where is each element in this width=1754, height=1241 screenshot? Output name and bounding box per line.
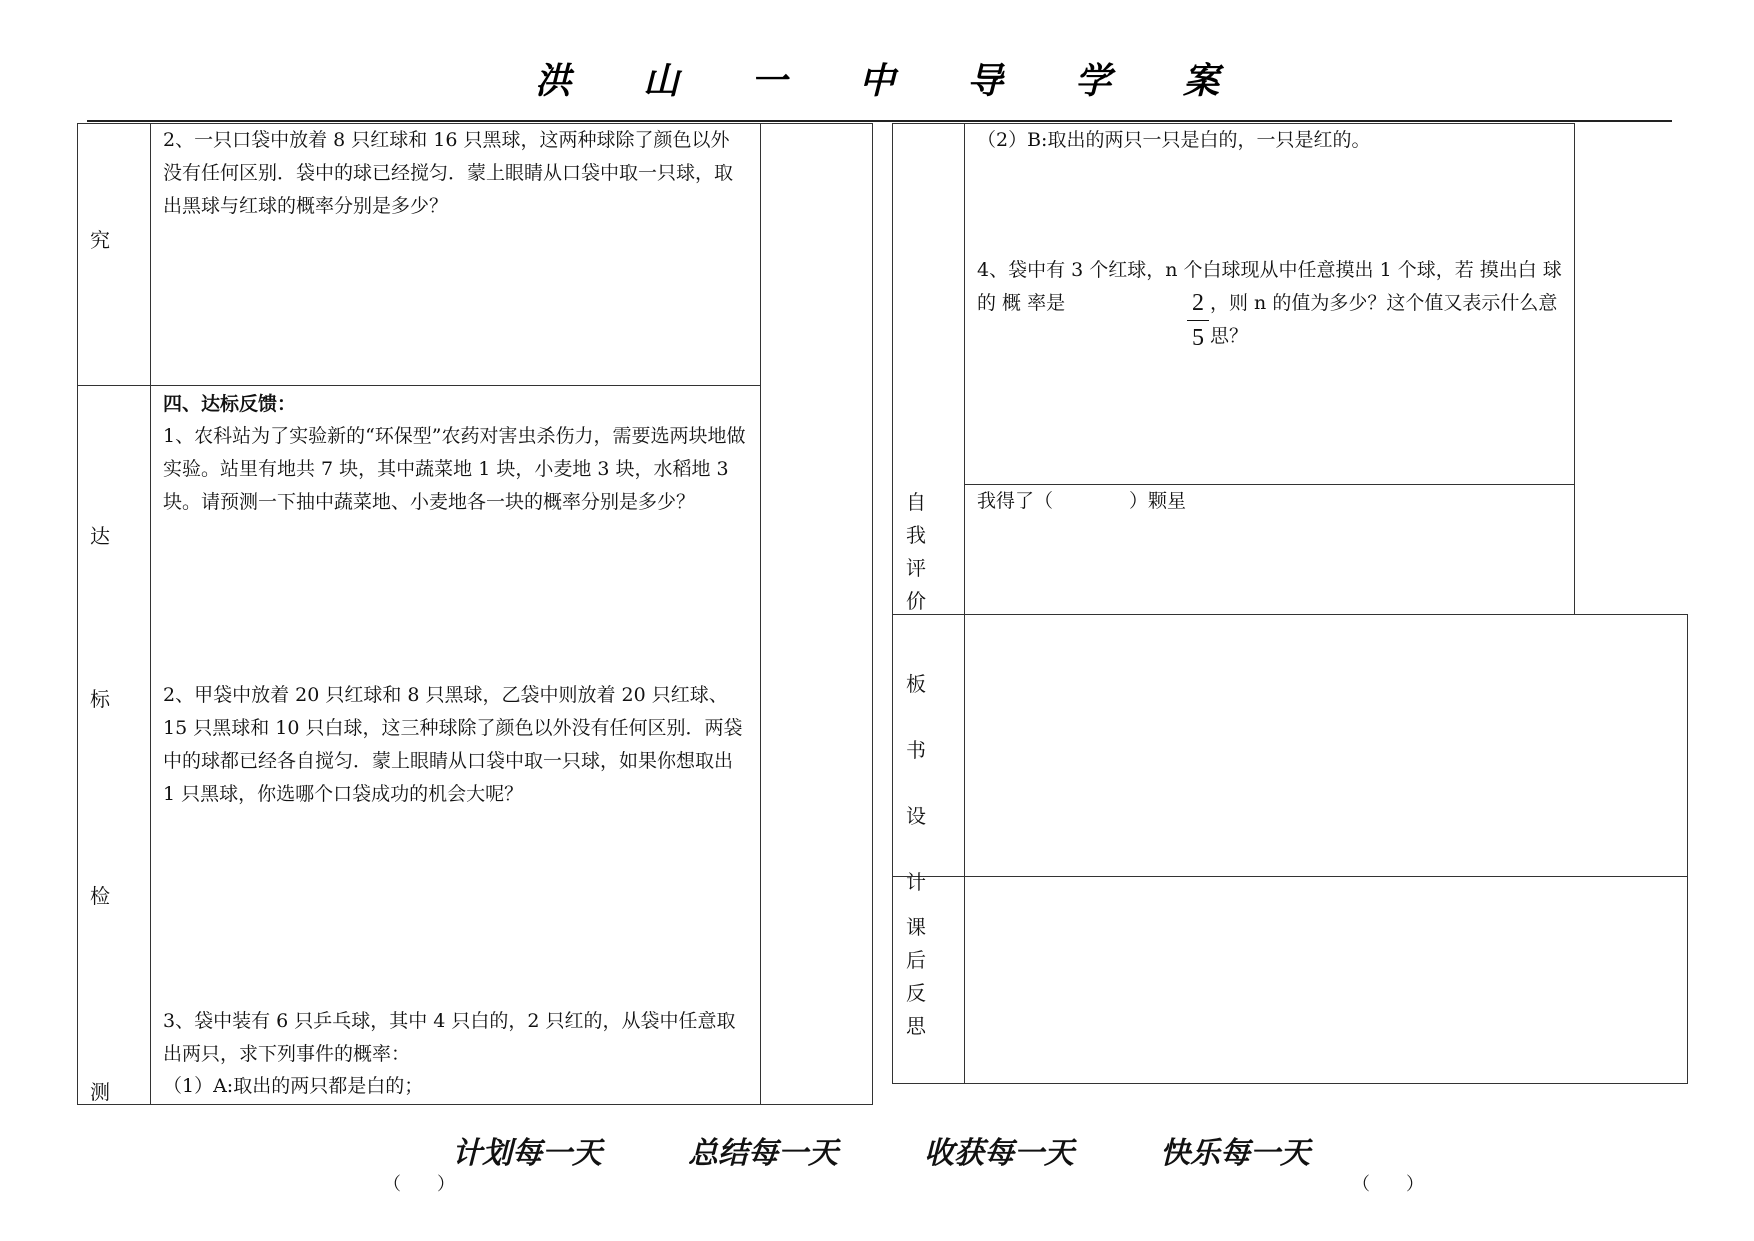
- fraction-bar: [1187, 320, 1209, 321]
- question-4-text-1: 4、袋中有 3 个红球，n 个白球现从中任意摸出 1 个球，若 摸出白 球 的 概 率是: [977, 259, 1562, 314]
- question-2: 2、甲袋中放着 20 只红球和 8 只黑球，乙袋中则放着 20 只红球、15 只黑球和 10 只白球，这三种球除了颜色以外没有任何区别．两袋中的球都已经各自搅匀．蒙上眼睛从口袋中取一只球，如果你想取出 1 只黑球，你选哪个口袋成功的机会大呢？: [163, 684, 743, 805]
- question-3-part-b: （2）B:取出的两只一只是白的，一只是红的。: [977, 129, 1371, 151]
- explore-question-2: 2、一只口袋中放着 8 只红球和 16 只黑球，这两种球除了颜色以外没有任何区别．袋中的球已经搅匀．蒙上眼睛从口袋中取一只球，取出黑球与红球的概率分别是多少？: [163, 129, 734, 217]
- left-table: [77, 123, 873, 1105]
- fraction-two-fifths: [1187, 288, 1209, 353]
- fraction-numerator: 2: [1192, 290, 1204, 316]
- reflection-char: 后: [906, 948, 926, 972]
- title-rule: [87, 120, 1672, 122]
- left-table-divider: [150, 123, 151, 1105]
- self-eval-char: 自: [906, 490, 926, 514]
- board-design-char: 书: [906, 738, 926, 762]
- title-char: 山: [642, 60, 679, 102]
- side-label-biao: 标: [90, 687, 110, 711]
- title-char: 案: [1183, 60, 1220, 102]
- reflection-char: 课: [906, 915, 926, 939]
- side-label-ce: 测: [90, 1080, 110, 1104]
- board-design-char: 设: [906, 804, 926, 828]
- page-number-left: （ ）: [383, 1174, 455, 1195]
- question-3: 3、袋中装有 6 只乒乓球，其中 4 只白的，2 只红的，从袋中任意取出两只，求下列事件的概率：: [163, 1010, 736, 1065]
- side-label-jian: 检: [90, 884, 110, 908]
- side-label-jiu: 究: [90, 228, 110, 252]
- fraction-denominator: 5: [1192, 325, 1204, 351]
- motto-harvest: 收获每一天: [924, 1136, 1074, 1171]
- reflection-area[interactable]: [965, 877, 1687, 1083]
- title-char: 一: [750, 60, 787, 102]
- question-1: 1、农科站为了实验新的“环保型”农药对害虫杀伤力，需要选两块地做实验。站里有地共 7 块，其中蔬菜地 1 块，小麦地 3 块，水稻地 3 块。请预测一下抽中蔬菜地、小麦地各一块的概率分别是多少？: [163, 425, 746, 513]
- footer-mottos: [0, 1128, 1754, 1173]
- self-eval-char: 评: [906, 556, 926, 580]
- motto-plan: 计划每一天: [452, 1136, 602, 1171]
- left-table-divider: [760, 123, 761, 1105]
- title-char: 学: [1075, 60, 1112, 102]
- question-3-part-a: （1）A:取出的两只都是白的；: [163, 1075, 424, 1097]
- page-title: [0, 48, 1754, 108]
- reflection-char: 反: [906, 981, 926, 1005]
- title-char: 中: [858, 60, 895, 102]
- board-design-char: 板: [906, 672, 926, 696]
- title-char: 洪: [534, 60, 571, 102]
- self-eval-char: 价: [906, 589, 926, 613]
- motto-summary: 总结每一天: [688, 1136, 838, 1171]
- motto-happy: 快乐每一天: [1160, 1136, 1310, 1171]
- reflection-label: [906, 911, 926, 1043]
- board-design-char: 计: [906, 870, 926, 894]
- page-number-right: （ ）: [1352, 1174, 1424, 1195]
- reflection-char: 思: [906, 1014, 926, 1038]
- self-eval-label: [906, 486, 926, 618]
- board-design-area[interactable]: [965, 615, 1687, 876]
- section-title: 四、达标反馈：: [163, 393, 297, 415]
- self-eval-text: 我得了（ ）颗星: [977, 490, 1187, 512]
- side-label-da: 达: [90, 524, 110, 548]
- right-table-divider: [1574, 123, 1575, 615]
- title-char: 导: [967, 60, 1004, 102]
- left-table-row-divider: [77, 385, 760, 386]
- right-table-upper: [892, 123, 1575, 615]
- board-design-label: [906, 651, 926, 915]
- question-4-text-2: ，则 n 的值为多少？这个值又表示什么意思？: [1210, 292, 1558, 347]
- self-eval-char: 我: [906, 523, 926, 547]
